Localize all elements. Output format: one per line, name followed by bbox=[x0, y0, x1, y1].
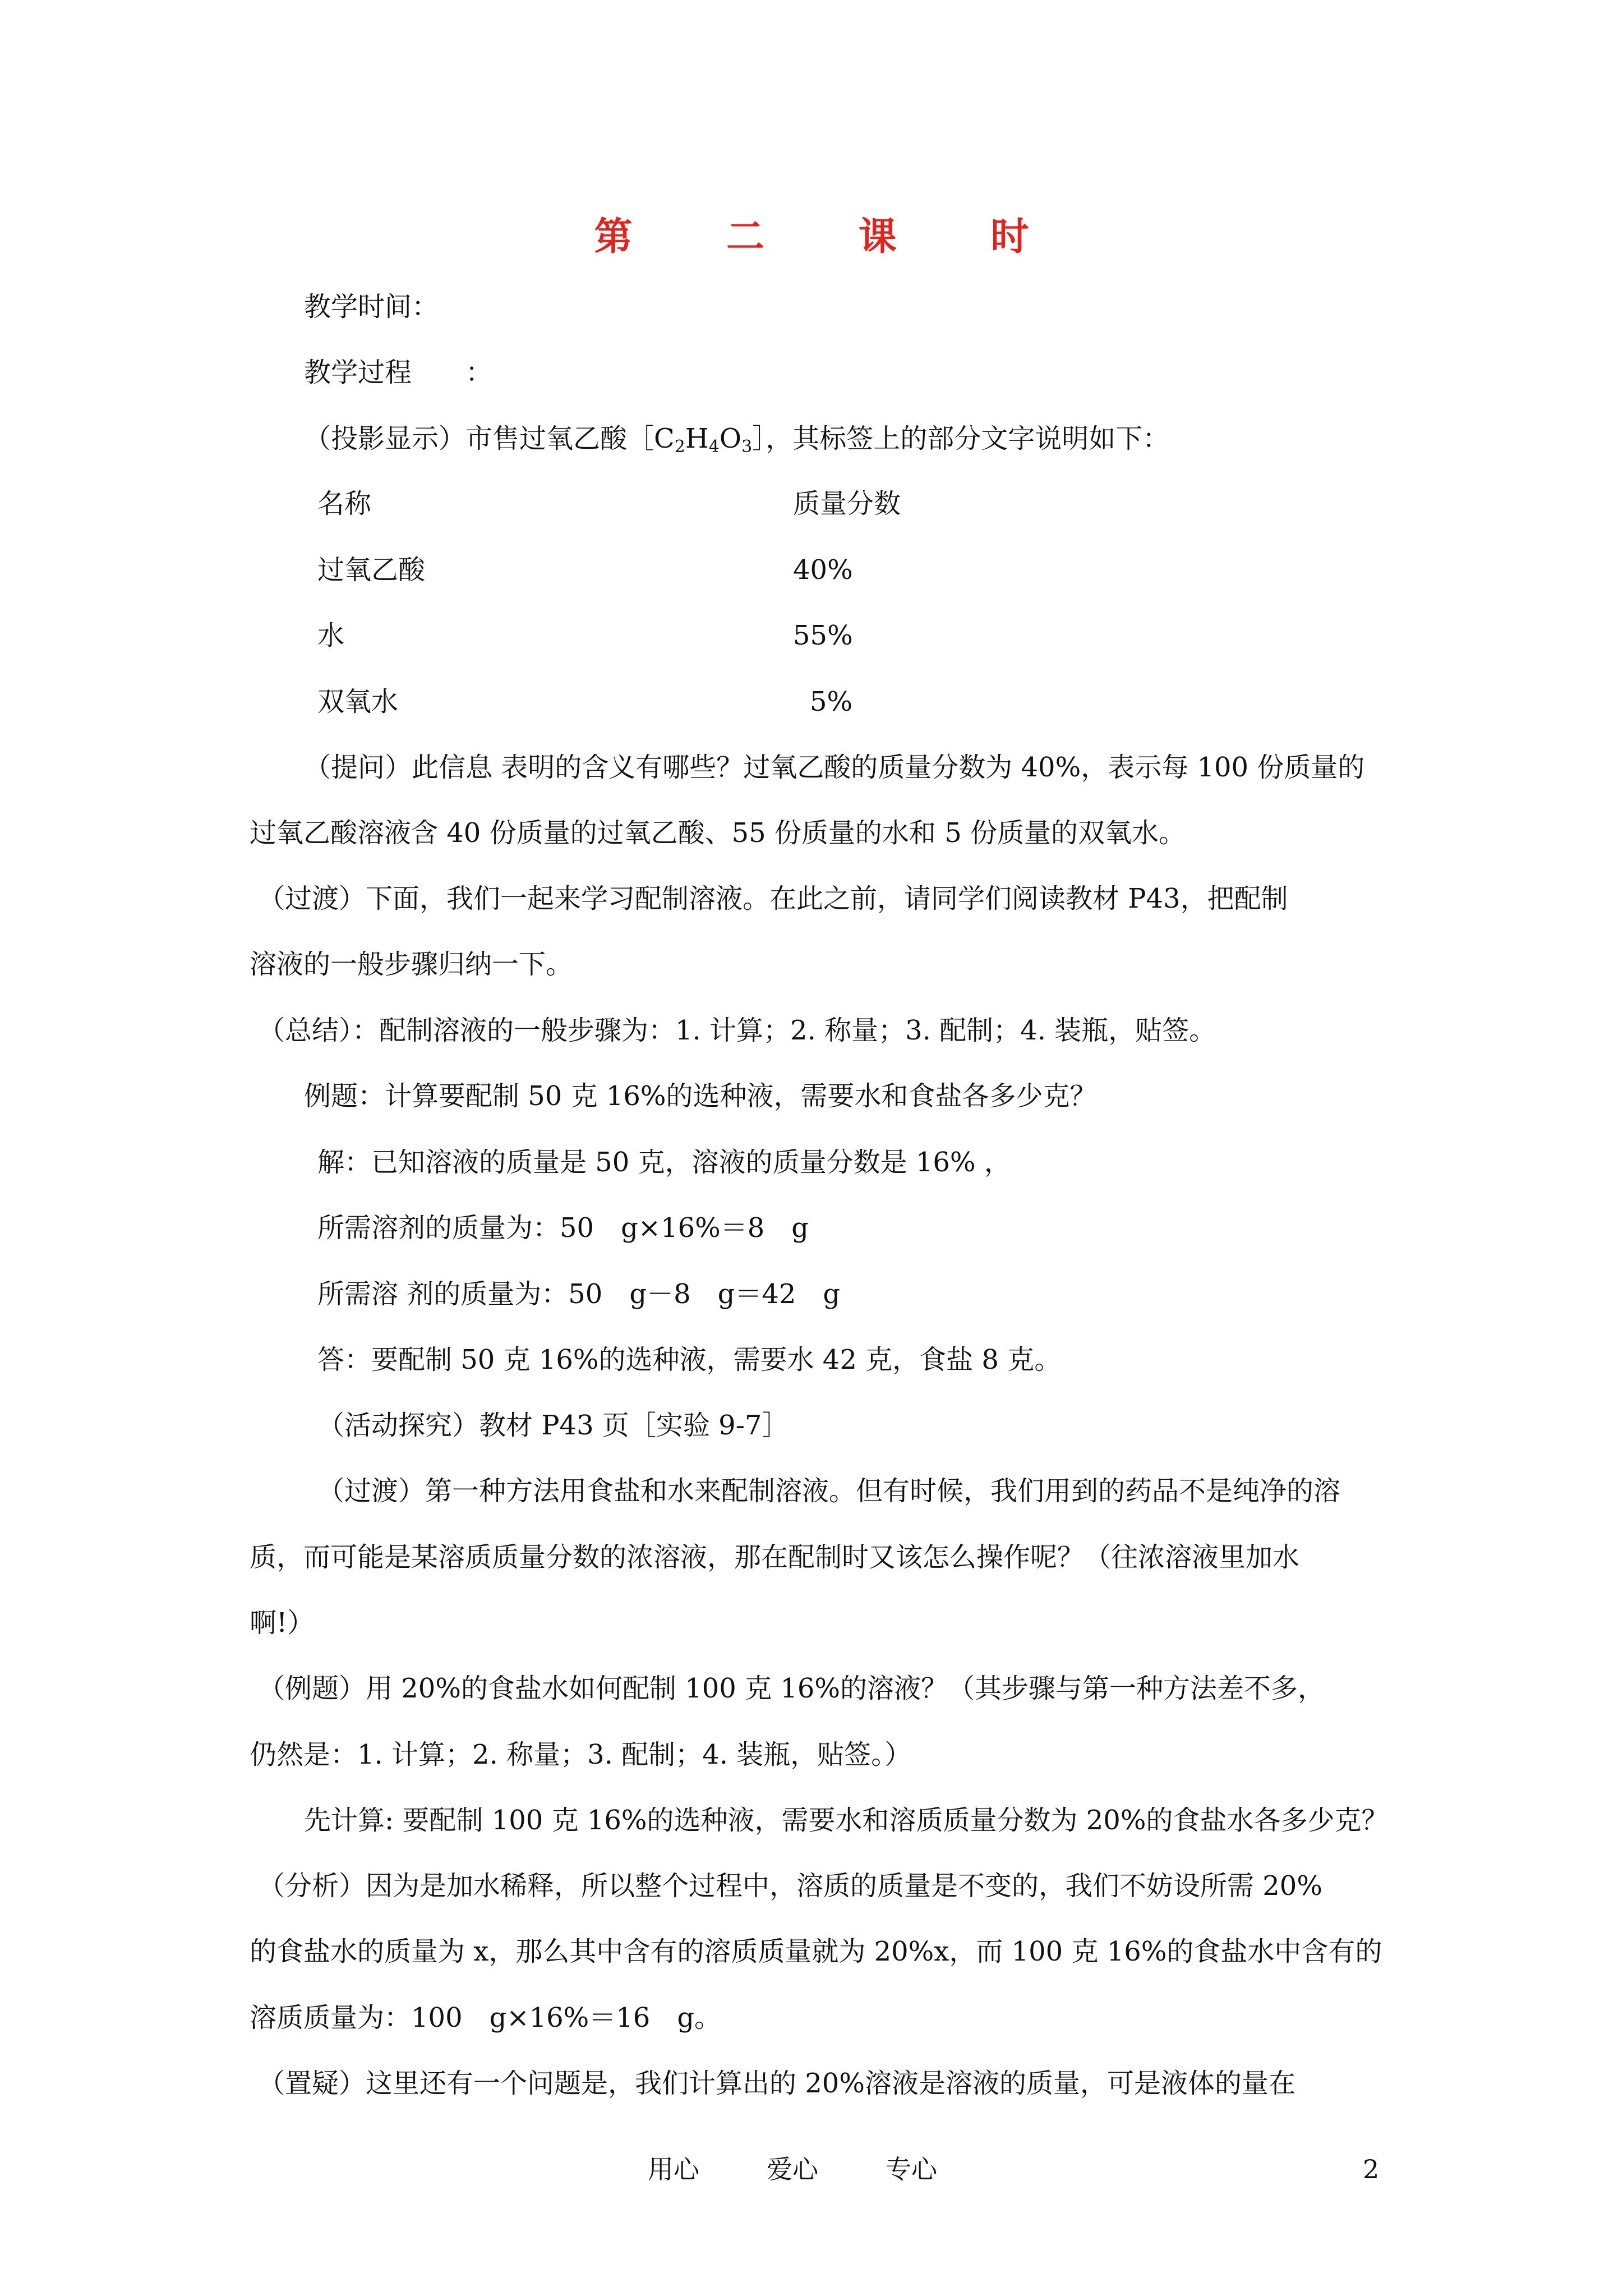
example2-paragraph-line: 仍然是：1. 计算；2. 称量；3. 配制；4. 装瓶，贴签。） bbox=[250, 1739, 912, 1770]
label-table-header bbox=[317, 486, 901, 522]
transition-paragraph-line: （过渡）下面，我们一起来学习配制溶液。在此之前，请同学们阅读教材 P43，把配制 bbox=[258, 883, 1288, 914]
solution-line: 所需溶剂的质量为：50 g×16%＝8 g bbox=[317, 1212, 809, 1244]
analysis-paragraph-line: 的食盐水的质量为 x，那么其中含有的溶质质量就为 20%x，而 100 克 16%的食盐水中含有的 bbox=[250, 1936, 1382, 1967]
doubt-paragraph-line: （置疑）这里还有一个问题是，我们计算出的 20%溶液是溶液的质量，可是液体的量在 bbox=[258, 2068, 1295, 2099]
page-number: 2 bbox=[1363, 2154, 1380, 2184]
analysis-paragraph-line: （分析）因为是加水稀释，所以整个过程中，溶质的质量是不变的，我们不妨设所需 20% bbox=[258, 1870, 1322, 1902]
answer-line: 答：要配制 50 克 16%的选种液，需要水 42 克，食盐 8 克。 bbox=[317, 1344, 1062, 1375]
question-paragraph-line: （提问）此信息 表明的含义有哪些？过氧乙酸的质量分数为 40%，表示每 100 份质量的 bbox=[304, 752, 1365, 783]
calc-line: 先计算: 要配制 100 克 16%的选种液，需要水和溶质质量分数为 20%的食盐水各多少克？ bbox=[304, 1805, 1389, 1836]
transition-paragraph-line: 溶液的一般步骤归纳一下。 bbox=[250, 949, 573, 980]
footer-motto-1: 用心 bbox=[648, 2154, 699, 2184]
page-title: 第 二 课 时 bbox=[594, 214, 1069, 259]
footer-motto-2: 爱心 bbox=[767, 2154, 818, 2184]
footer-motto-3: 专心 bbox=[886, 2154, 937, 2184]
transition2-paragraph-line: （过渡）第一种方法用食盐和水来配制溶液。但有时候，我们用到的药品不是纯净的溶 bbox=[317, 1475, 1341, 1507]
label-table-row: 双氧水 5% bbox=[317, 686, 853, 717]
label-col-name: 名称 bbox=[317, 488, 372, 519]
teaching-time: 教学时间： bbox=[304, 291, 439, 323]
label-table-row: 过氧乙酸 40% bbox=[317, 554, 853, 586]
projection-line: （投影显示）市售过氧乙酸$[C_2H_4O_3]$，其标签上的部分文字说明如下： bbox=[304, 423, 1170, 457]
example-line: 例题：计算要配制 50 克 16%的选种液，需要水和食盐各多少克？ bbox=[304, 1080, 1097, 1112]
label-col-fraction: 质量分数 bbox=[793, 488, 901, 519]
solution-line: 所需溶 剂的质量为：50 g－8 g＝42 g bbox=[317, 1278, 841, 1310]
solution-line: 解：已知溶液的质量是 50 克，溶液的质量分数是 16% ， bbox=[317, 1147, 1011, 1178]
label-table-row: 水 55% bbox=[317, 620, 853, 651]
transition2-paragraph-line: 啊!） bbox=[250, 1607, 315, 1639]
transition2-paragraph-line: 质，而可能是某溶质质量分数的浓溶液，那在配制时又该怎么操作呢？（往浓溶液里加水 bbox=[250, 1542, 1300, 1573]
activity-line: （活动探究）教材 P43 页［实验 9-7］ bbox=[317, 1410, 789, 1441]
question-paragraph-line: 过氧乙酸溶液含 40 份质量的过氧乙酸、55 份质量的水和 5 份质量的双氧水。 bbox=[250, 817, 1186, 849]
page-footer bbox=[648, 2151, 1004, 2187]
example2-paragraph-line: （例题）用 20%的食盐水如何配制 100 克 16%的溶液？（其步骤与第一种方法差不多， bbox=[258, 1673, 1325, 1704]
summary-line: （总结）：配制溶液的一般步骤为：1. 计算；2. 称量；3. 配制；4. 装瓶，贴签。 bbox=[258, 1015, 1216, 1046]
analysis-paragraph-line: 溶质质量为：100 g×16%＝16 g。 bbox=[250, 2002, 722, 2033]
teaching-process: 教学过程 ： bbox=[304, 357, 493, 388]
